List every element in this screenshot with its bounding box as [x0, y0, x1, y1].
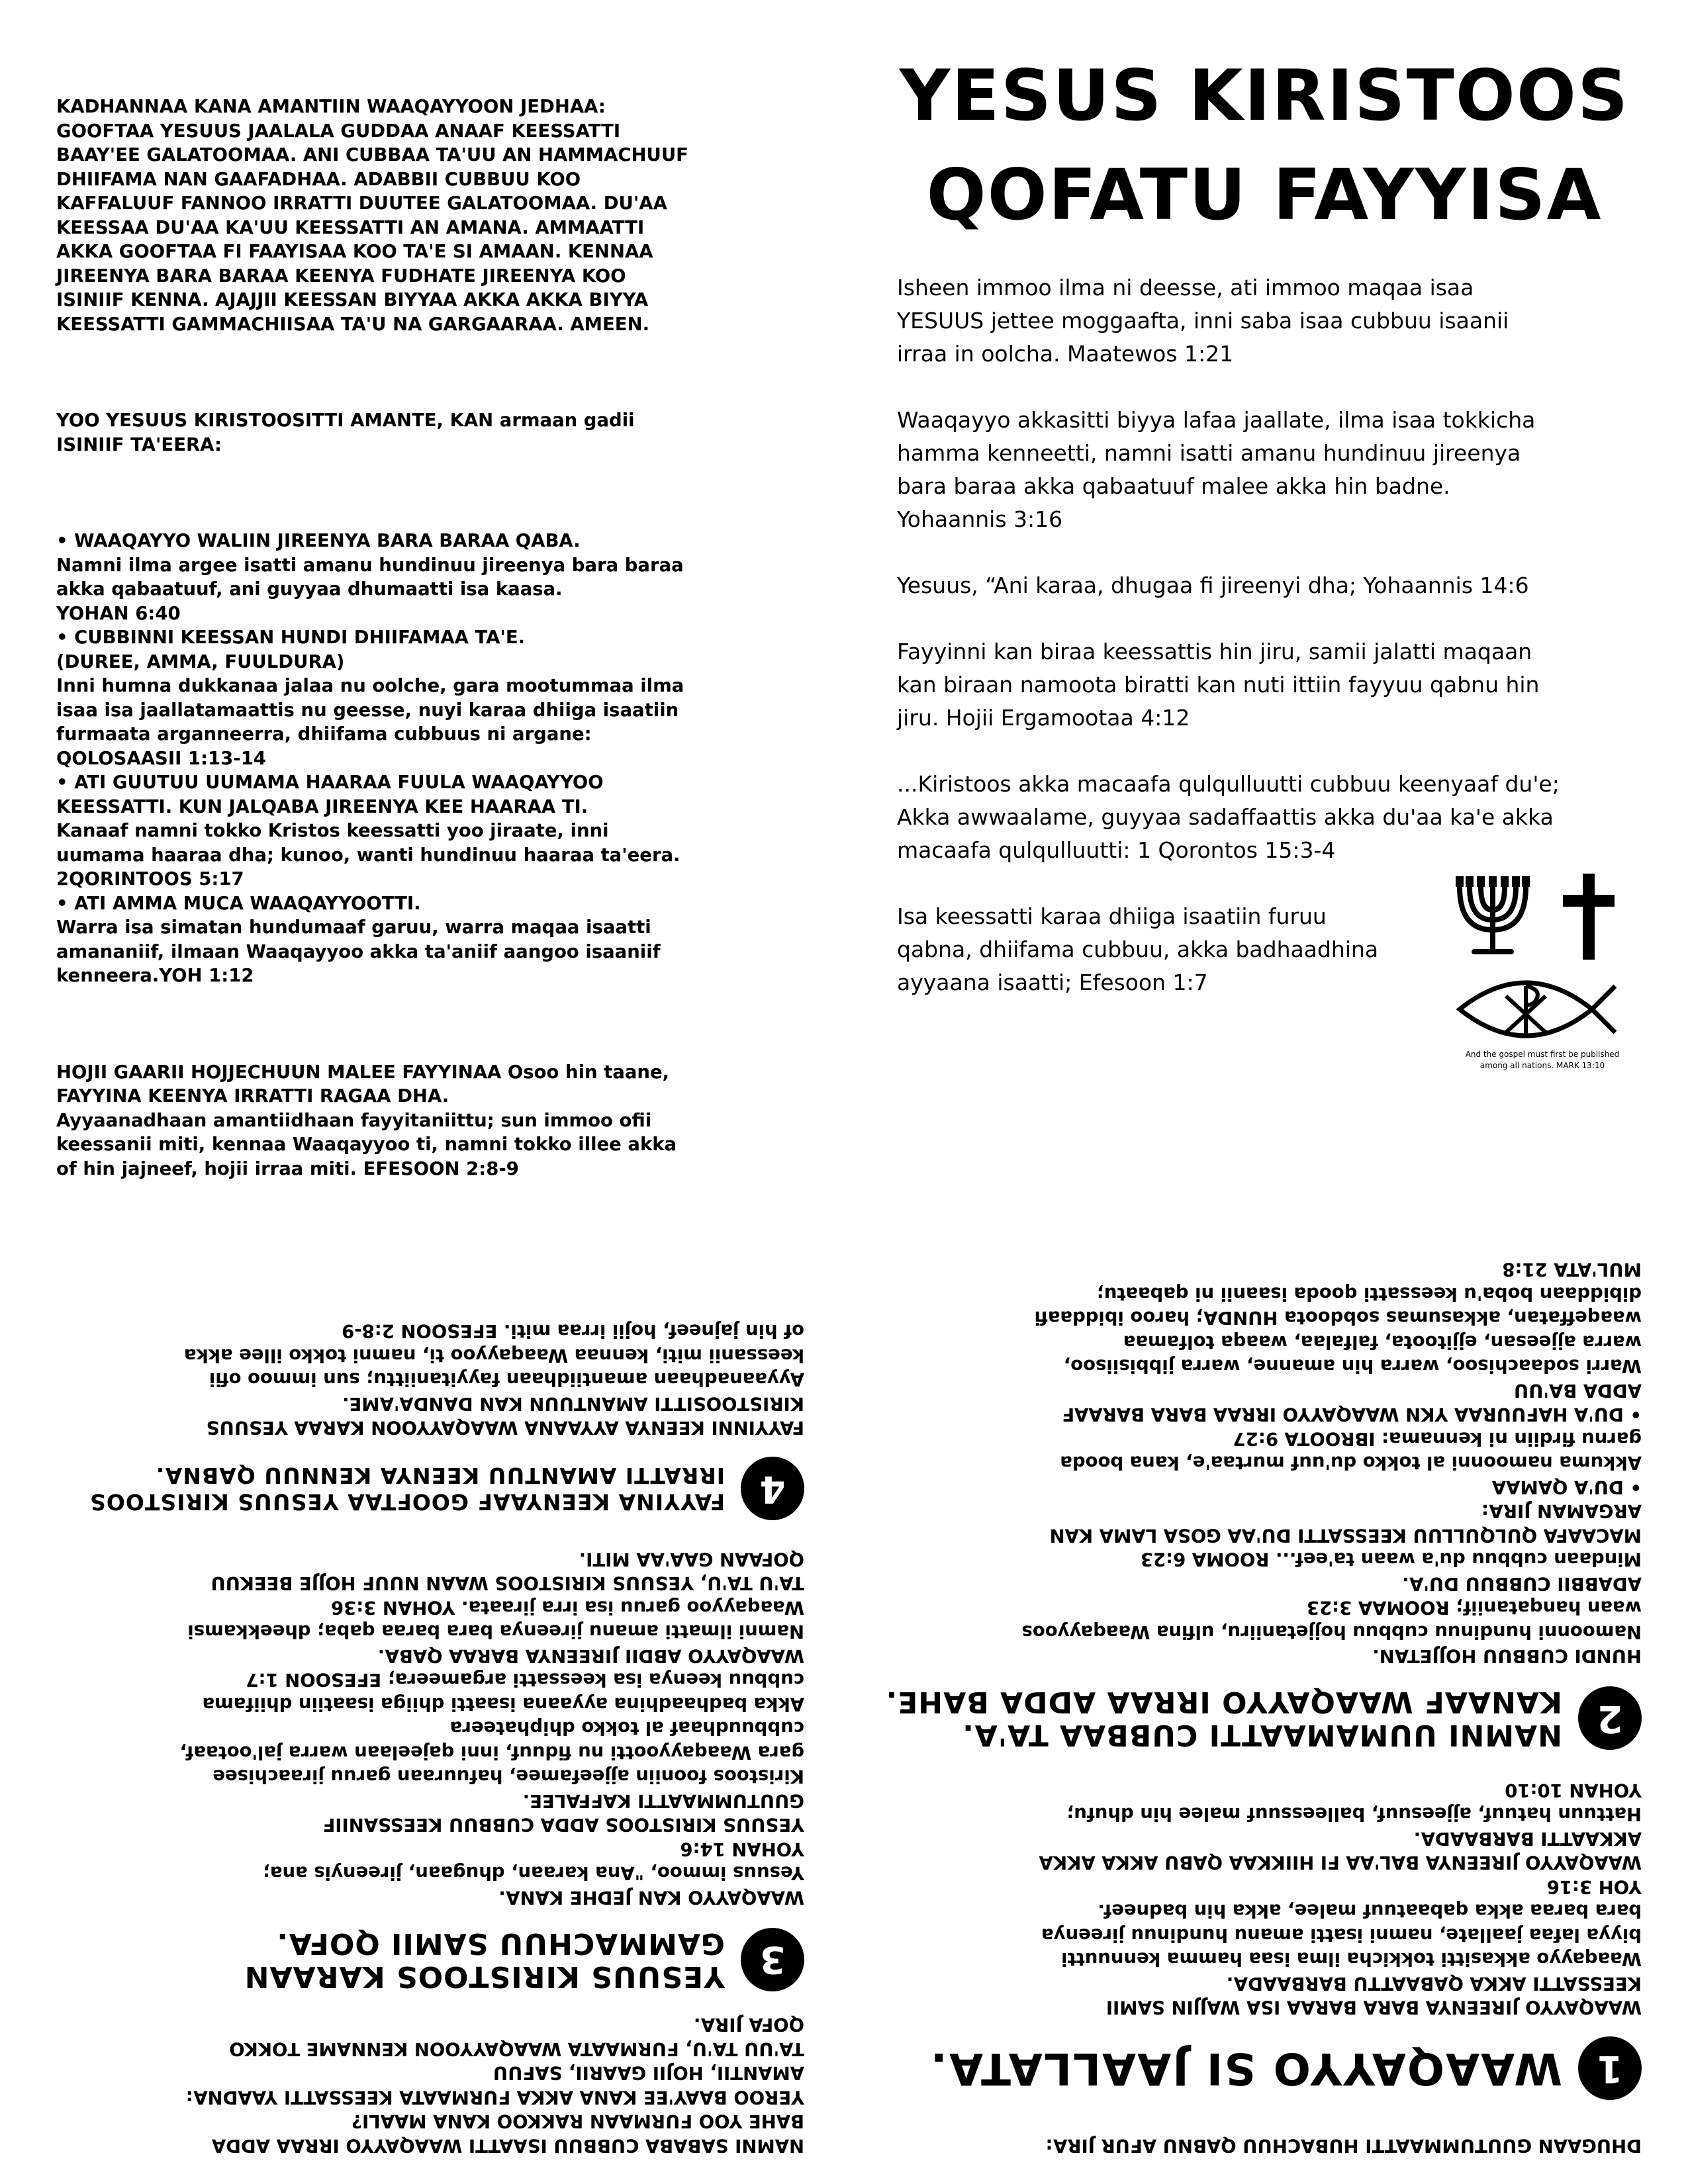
- verse-john-3-16: Waaqayyo akkasitti biyya lafaa jaallate, ilma isaa tokkicha hamma kenneetti, namni isatti amanu hundinuu jireenya bara baraa akka qabaatuuf malee akka hin badne. Yohaannis 3:16: [897, 407, 1536, 532]
- panel-intro: DHUGAAN GUUTUMMAATTI HUBACHUU QABNU AFUR JIRA:: [1045, 2135, 1642, 2156]
- steps-1-2-panel: [874, 1125, 1642, 2158]
- step-4-title: FAYYINA KEENYAAF GOOFTAA YESUUS KIRISTOOS IRRATTI AMANTUU KEENYA KENNUU QABNA.: [89, 1463, 725, 1516]
- benefits-intro: YOO YESUUS KIRISTOOSITTI AMANTE, KAN armaan gadii ISINIIF TA'EERA:: [56, 410, 635, 455]
- step-4-heading: [50, 1457, 804, 1521]
- step-3-number: 3: [741, 1928, 804, 1991]
- cover-panel: [897, 46, 1632, 1099]
- verse-ephesians: Isa keessatti karaa dhiiga isaatiin furuu qabna, dhiifama cubbuu, akka badhaadhina ayyaana isaatti; Efesoon 1:7: [897, 903, 1379, 995]
- verse-matthew: Isheen immoo ilma ni deesse, ati immoo maqaa isaa YESUUS jettee moggaafta, inni saba isaa cubbuu isaanii irraa in oolcha. Maatewos 1:21: [897, 275, 1509, 367]
- panel-intro: NAMNI SABABA CUBBUU ISAATTI WAAQAYYO IRRAA ADDA BAHE YOO FURMAAN RAKKOO KANA MAALI? YEROO BAAY'EE KANA AKKA FURMAATA KEESSATTI YAADNA: AMANTII, HOJII GAARII, SAFUU TA'UU TA'U, FURMAATA WAAQAYYOON KENNAME TOKKO QOFA JIRA.: [185, 2014, 804, 2156]
- step-2-body: HUNDI CUBBUU HOJJETAN. Namoonni hundinuu cubbuu hojjetaniiru, ulfina Waaqayyoos waan hanqataniif; ROOMAA 3:23 ADABBII CUBBUU DU'A. Mindaan cubbuu du'a waan ta'eef... ROOMA 6:23 MACAAFA QULQULLUU KEESSATTI DU'AA GOSA LAMA KAN ARGAMAN JIRA: • DU'A QAMAA Akkuma namoonni al tokko du'uuf murtaa'e, kana booda garnu firdiin ni kennama: IBROOTA 9:27 • DU'A HAFUURAA YKN WAAQAYYO IRRAA BARA BARAAF ADDA BA'UU Warri sodaachisoo, warra hin amanne, warra jibbisiisoo, warra ajjeesan, ejjitoota, falfalaa, waaqa tolfamaa waaqeffatan, akkasumas sobdoota HUNDA; haroo ibiddaafi dibiddaan boba'u keessatti qooda isaanii ni qabaatu; MUL'ATA 21:8: [1021, 1259, 1642, 1667]
- step-2-title: NAMNI UUMAMAATTI CUBBAA TA'A. KANAAF WAAQAYYO IRRAA ADDA BAHE.: [885, 1685, 1562, 1752]
- step-3-heading: [50, 1927, 804, 1993]
- cross-icon: [1559, 874, 1618, 960]
- step-1-body: WAAQAYYO JIREENYA BARA BARAA ISA WAJJIN SAMII KEESSATTI AKKA QABAATTU BARBAADA. Waaqayyo akkasitti tokkicha ilma isaa hamma kennuutti biyya lafaa jaallate, namni isatti amanu hundinuu jireenya bara baraa akka qabaatuuf malee, akka hin badneef. YOH 3:16 WAAQAYYO JIREENYA BAL'AA FI HIIKKAA QABU AKKA AKKA AKKAATTI BARBAADA. Hattuun hatuuf, ajjeesuuf, balleessuuf malee hin dhufu; YOHAN 10:10: [1039, 1780, 1642, 2019]
- verse-acts: Fayyinni kan biraa keessattis hin jiru, samii jalatti maqaan kan biraan namoota biratti kan nuti ittiin fayyuu qabnu hin jiru. Hojii Ergamootaa 4:12: [897, 639, 1540, 731]
- step-2-heading: [874, 1686, 1642, 1752]
- ichthys-chi-rho-icon: [1453, 973, 1618, 1046]
- menorah-icon: [1453, 874, 1532, 960]
- prayer-paragraph: KADHANNAA KANA AMANTIIN WAAQAYYOON JEDHAA: GOOFTAA YESUUS JAALALA GUDDAA ANAAF KEESSATTI BAAY'EE GALATOOMAA. ANI CUBBAA TA'UU AN HAMMACHUUF DHIIFAMA NAN GAAFADHAA. ADABBII CUBBUU KOO KAFFALUUF FANNOO IRRATTI DUUTEE GALATOOMAA. DU'AA KEESSAA DU'AA KA'UU KEESSATTI AN AMANA. AMMAATTI AKKA GOOFTAA FI FAAYISAA KOO TA'E SI AMAAN. KENNAA JIREENYA BARA BARAA KEENYA FUDHATE JIREENYA KOO ISINIIF KENNA. AJAJJII KEESSAN BIYYAA AKKA AKKA BIYYA KEESSATTI GAMMACHIISAA TA'U NA GARGAARAA. AMEEN.: [56, 96, 688, 335]
- benefits-list: • WAAQAYYO WALIIN JIREENYA BARA BARAA QABA. Namni ilma argee isatti amanu hundinuu jireenya bara baraa akka qabaatuuf, ani guyyaa dhumaatti isa kaasa. YOHAN 6:40 • CUBBINNI KEESSAN HUNDI DHIIFAMAA TA'E. (DUREE, AMMA, FUULDURA) Inni humna dukkanaa jalaa nu oolche, gara mootummaa ilma isaa isa jaallatamaattis nu geesse, nuyi karaa dhiiga isaatiin furmaata arganneerra, dhiifama cubbuus ni argane: QOLOSAASII 1:13-14 • ATI GUUTUU UUMAMA HAARAA FUULA WAAQAYYOO KEESSATTI. KUN JALQABA JIREENYA KEE HAARAA TI. Kanaaf namni tokko Kristos keessatti yoo jiraate, inni uumama haaraa dha; kunoo, wanti hundinuu haaraa ta'eera. 2QORINTOOS 5:17 • ATI AMMA MUCA WAAQAYYOOTTI. Warra isa simatan hundumaaf garuu, warra maqaa isaatti amananiif, ilmaan Waaqayyoo akka ta'aniif aangoo isaaniif kenneera.YOH 1:12: [56, 530, 684, 986]
- good-works-paragraph: HOJII GAARII HOJJECHUUN MALEE FAYYINAA Osoo hin taane, FAYYINA KEENYA IRRATTI RAGAA DHA. Ayyaanadhaan amantiidhaan fayyitaniittu; sun immoo ofii keessanii miti, kennaa Waaqayyoo ti, namni tokko illee akka of hin jajneef, hojii irraa miti. EFESOON 2:8-9: [56, 1061, 677, 1179]
- step-1-heading: [874, 2037, 1642, 2101]
- step-4-body: FAYYINNI KEENYA AYYAANA WAAQAYYOON KARAA YESUUS KIRISTOOSITTI AMANTUUN KAN DANDA'AME. Ayyaanadhaan amantiidhaan fayyitaniittu; sun immoo ofii keessanii miti, kennaa Waaqayyoo ti, namni tokko illee akka of hin jajneef, hojii irraa miti. EFESOON 2:8-9: [183, 1320, 804, 1439]
- step-1-title: WAAQAYYO SI JAALLATA.: [929, 2043, 1562, 2095]
- steps-3-4-panel: [50, 1125, 804, 2158]
- footnote-mark: And the gospel must first be published among all nations. MARK 13:10: [1465, 1050, 1620, 1070]
- christian-symbols: [1453, 874, 1632, 1070]
- step-1-number: 1: [1578, 2037, 1642, 2101]
- verse-corinthians: ...Kiristoos akka macaafa qulqulluutti cubbuu keenyaaf du'e; Akka awwaalame, guyyaa sadaffaattis akka du'aa ka'e akka macaafa qulqulluutti: 1 Qorontos 15:3-4: [897, 771, 1560, 863]
- step-3-title: YESUUS KIRISTOOS KARAAN GAMMACHUU SAMII QOFA.: [244, 1927, 725, 1993]
- step-4-number: 4: [741, 1457, 804, 1521]
- step-3-body: WAAQAYYO KAN JEDHE KANA. Yesuus immoo, "Ana karaan, dhugaan, jireenyis ana; YOHAN 14:6 YESUUS KIRISTOOS ADDA CUBBUU KEESSANIIF GUUTUMMAATTI KAFFALEE. Kiristoos fooniin ajjeefamee, hafuuraan garuu jiraachisee gara Waaqayyootti nu fiduuf, inni qajeelaan warra jal'ootaaf, cubbuudhaaf al tokko dhiphateera Akka badhaadhina ayyaana isaatti dhiiga isaatiin dhiifama cubbuu keenya isa keessatti argameera; EFESOON 1:7 WAAQAYYO ABDII JIREENYA BARAA QABA. Namni ilmatti amanu jireenya bara baraa qaba; dheekkamsi Waaqayyoo garuu isa irra jiraata. YOHAN 3:36 TA'U TA'U, YESUUS KIRISTOOS WAAN NUUF HOJJE BEEKUU QOFAAN GAA'AA MITI.: [179, 1549, 804, 1908]
- step-2-number: 2: [1578, 1687, 1642, 1751]
- prayer-panel: [56, 46, 804, 1179]
- verse-john-14-6: Yesuus, “Ani karaa, dhugaa fi jireenyi dha; Yohaannis 14:6: [897, 572, 1529, 598]
- cover-title: YESUS KIRISTOOS QOFATU FAYYISA: [899, 55, 1630, 236]
